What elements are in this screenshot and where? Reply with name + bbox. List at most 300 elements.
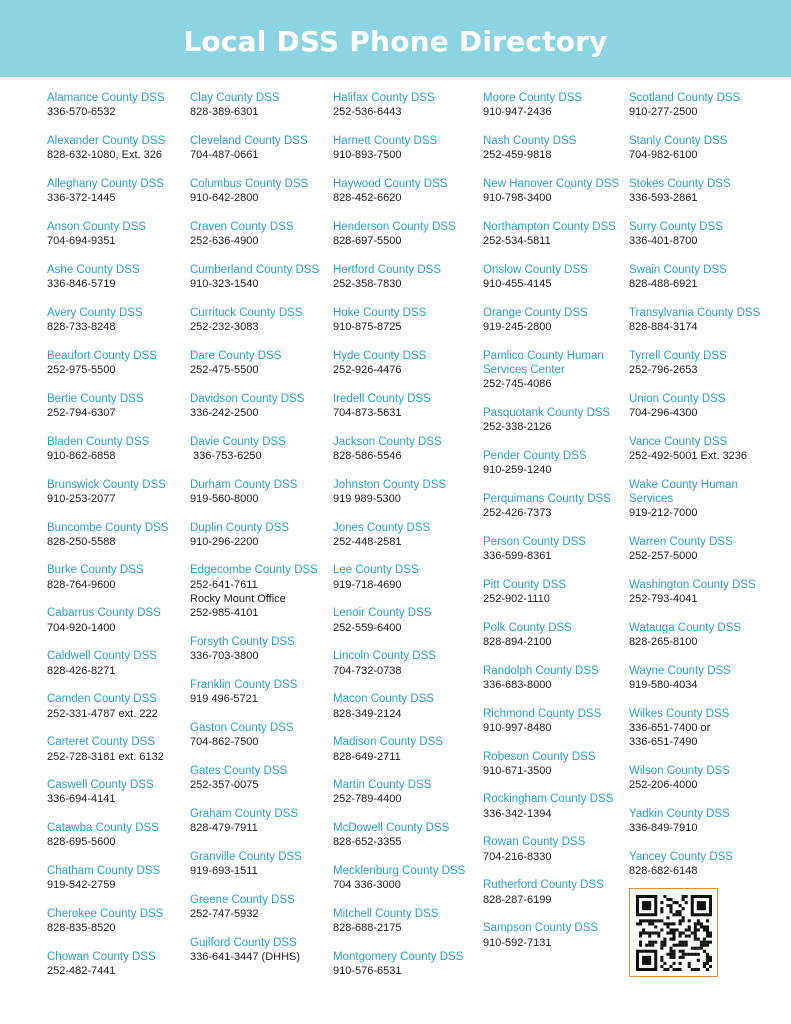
phone-number: 919-718-4690 xyxy=(333,578,402,591)
phone-number: 704-694-9351 xyxy=(47,235,116,248)
directory-column-5 xyxy=(629,91,769,893)
county-name-link[interactable]: Hyde County DSS xyxy=(333,349,427,362)
county-name-link[interactable]: Transylvania County DSS xyxy=(629,306,761,319)
directory-entry xyxy=(47,435,182,463)
phone-number: 336-849-7910 xyxy=(629,821,698,834)
county-name-link[interactable]: Currituck County DSS xyxy=(190,306,303,319)
directory-entry xyxy=(333,649,476,677)
phone-number: 919-245-2800 xyxy=(483,320,552,333)
county-name-link[interactable]: Avery County DSS xyxy=(47,306,143,319)
county-name-link[interactable]: Union County DSS xyxy=(629,392,726,405)
directory-entry xyxy=(629,764,769,792)
county-name-link[interactable]: Carteret County DSS xyxy=(47,736,156,749)
directory-entry xyxy=(47,349,182,377)
phone-number: 252-728-3181 ext. 6132 xyxy=(47,750,164,763)
directory-entry xyxy=(629,134,769,162)
phone-number: 919-560-8000 xyxy=(190,492,259,505)
phone-number: 910-997-8480 xyxy=(483,721,552,734)
county-name-link[interactable]: Chowan County DSS xyxy=(47,951,156,964)
phone-number: 252-534-5811 xyxy=(483,235,551,248)
phone-number: 252-459-9818 xyxy=(483,149,552,162)
county-name-link[interactable]: Greene County DSS xyxy=(190,893,295,906)
directory-column-2 xyxy=(190,91,326,978)
county-name-link[interactable]: Halifax County DSS xyxy=(333,92,435,104)
county-name-link[interactable]: Randolph County DSS xyxy=(483,664,599,677)
directory-entry xyxy=(190,721,326,749)
county-name-link[interactable]: Caldwell County DSS xyxy=(47,650,157,663)
phone-number: 252-426-7373 xyxy=(483,506,552,519)
phone-number: 910-576-6531 xyxy=(333,965,402,978)
directory-entry xyxy=(47,649,182,677)
phone-number: 252-636-4900 xyxy=(190,235,259,248)
county-name-link[interactable]: Alexander County DSS xyxy=(47,134,166,147)
county-name-link[interactable]: Burke County DSS xyxy=(47,564,144,577)
county-name-link[interactable]: Warren County DSS xyxy=(629,535,733,548)
county-name-link[interactable]: Mecklenburg County DSS xyxy=(333,865,466,878)
phone-number: 828-586-5546 xyxy=(333,449,402,462)
county-name-link[interactable]: Rockingham County DSS xyxy=(483,793,614,806)
phone-number: 910-875-8725 xyxy=(333,320,402,333)
county-name-link[interactable]: Bladen County DSS xyxy=(47,435,150,448)
phone-number: 828-349-2124 xyxy=(333,707,402,720)
directory-entry xyxy=(483,835,623,863)
county-name-link[interactable]: Yancey County DSS xyxy=(629,850,733,863)
county-name-link[interactable]: Ashe County DSS xyxy=(47,263,140,276)
phone-number: 252-331-4787 ext. 222 xyxy=(47,707,158,720)
qr-code[interactable] xyxy=(629,888,718,977)
directory-entry xyxy=(190,478,326,506)
directory-entry xyxy=(629,220,769,248)
county-name-link[interactable]: Wilkes County DSS xyxy=(629,707,730,720)
phone-number: 252-796-2653 xyxy=(629,363,698,376)
directory-entry xyxy=(333,864,476,892)
directory-entry xyxy=(190,91,326,119)
phone-number: 336-593-2861 xyxy=(629,192,698,205)
county-name-link[interactable]: Clay County DSS xyxy=(190,92,280,104)
directory-entry xyxy=(333,950,476,978)
county-name-link[interactable]: Macon County DSS xyxy=(333,693,434,706)
phone-number: 252-559-6400 xyxy=(333,621,402,634)
directory-entry xyxy=(190,635,326,663)
directory-entry xyxy=(190,220,326,248)
page-title: Local DSS Phone Directory xyxy=(183,25,608,58)
directory-entry xyxy=(333,177,476,205)
county-name-link[interactable]: Pender County DSS xyxy=(483,449,587,462)
directory-entry xyxy=(629,664,769,692)
directory-entry xyxy=(190,850,326,878)
phone-number: 919-693-1511 xyxy=(190,864,258,877)
directory-entry xyxy=(629,621,769,649)
county-name-link[interactable]: Tyrrell County DSS xyxy=(629,349,727,362)
phone-number: 336-753-6250 xyxy=(190,449,262,462)
directory-entry xyxy=(483,220,623,248)
county-name-link[interactable]: Martin County DSS xyxy=(333,779,432,792)
phone-number: 336-570-6532 xyxy=(47,106,116,119)
directory-entry xyxy=(483,921,623,949)
directory-entry xyxy=(483,263,623,291)
phone-number: 336-401-8700 xyxy=(629,235,698,248)
county-name-link[interactable]: Madison County DSS xyxy=(333,736,443,749)
directory-entry xyxy=(47,821,182,849)
county-name-link[interactable]: Johnston County DSS xyxy=(333,478,447,491)
directory-entry xyxy=(190,936,326,964)
county-name-link[interactable]: Franklin County DSS xyxy=(190,678,298,691)
phone-number: 336-651-7490 xyxy=(629,735,698,748)
directory-entry xyxy=(190,349,326,377)
county-name-link[interactable]: Haywood County DSS xyxy=(333,177,448,190)
directory-entry xyxy=(483,535,623,563)
directory-entry xyxy=(333,692,476,720)
phone-number: Rocky Mount Office xyxy=(190,592,286,605)
phone-number: 704-873-5631 xyxy=(333,406,402,419)
directory-entry xyxy=(483,349,623,392)
phone-number: 910-798-3400 xyxy=(483,192,552,205)
county-name-link[interactable]: Hoke County DSS xyxy=(333,306,427,319)
county-name-link[interactable]: Catawba County DSS xyxy=(47,822,159,835)
directory-entry xyxy=(190,306,326,334)
county-name-link[interactable]: Alleghany County DSS xyxy=(47,177,164,190)
directory-entry xyxy=(47,263,182,291)
county-name-link[interactable]: Caswell County DSS xyxy=(47,779,154,792)
header-banner xyxy=(0,0,791,77)
directory-entry xyxy=(333,606,476,634)
phone-number: 252-338-2126 xyxy=(483,421,552,434)
directory-entry xyxy=(629,707,769,750)
county-name-link[interactable]: Moore County DSS xyxy=(483,92,583,104)
directory-entry xyxy=(190,893,326,921)
directory-entry xyxy=(333,907,476,935)
county-name-link[interactable]: Granville County DSS xyxy=(190,850,302,863)
county-name-link[interactable]: Rowan County DSS xyxy=(483,836,586,849)
phone-number: 336-242-2500 xyxy=(190,406,259,419)
directory-entry xyxy=(47,563,182,591)
phone-number: 252-257-5000 xyxy=(629,549,698,562)
phone-number: 910-323-1540 xyxy=(190,278,259,291)
county-name-link[interactable]: Stanly County DSS xyxy=(629,134,728,147)
directory-entry xyxy=(629,535,769,563)
phone-number: 336-599-8361 xyxy=(483,549,552,562)
county-name-link[interactable]: Pitt County DSS xyxy=(483,578,567,591)
county-name-link[interactable]: Robeson County DSS xyxy=(483,750,596,763)
county-name-link[interactable]: Pamlico County Human Services Center xyxy=(483,349,604,376)
directory-entry xyxy=(483,750,623,778)
phone-number: 910-277-2500 xyxy=(629,106,698,119)
directory-entry xyxy=(190,392,326,420)
directory-entry xyxy=(47,134,182,162)
directory-entry xyxy=(483,306,623,334)
county-name-link[interactable]: Stokes County DSS xyxy=(629,177,731,190)
directory-entry xyxy=(333,134,476,162)
phone-number: 336-846-5719 xyxy=(47,278,116,291)
directory-entry xyxy=(333,306,476,334)
county-name-link[interactable]: Perquimans County DSS xyxy=(483,492,611,505)
phone-number: 336-372-1445 xyxy=(47,192,116,205)
phone-number: 828-682-6148 xyxy=(629,864,698,877)
county-name-link[interactable]: Craven County DSS xyxy=(190,220,294,233)
phone-number: 336-703-3800 xyxy=(190,650,259,663)
county-name-link[interactable]: Gaston County DSS xyxy=(190,721,294,734)
county-name-link[interactable]: Brunswick County DSS xyxy=(47,478,166,491)
directory-entry xyxy=(483,792,623,820)
directory-entry xyxy=(47,864,182,892)
directory-entry xyxy=(190,435,326,463)
directory-entry xyxy=(629,478,769,521)
county-name-link[interactable]: Onslow County DSS xyxy=(483,263,588,276)
phone-number: 252-794-6307 xyxy=(47,406,116,419)
county-name-link[interactable]: Pasquotank County DSS xyxy=(483,406,611,419)
directory-entry xyxy=(629,807,769,835)
directory-entry xyxy=(47,521,182,549)
directory-entry xyxy=(333,735,476,763)
phone-number: 252-793-4041 xyxy=(629,592,698,605)
phone-number: 910-259-1240 xyxy=(483,464,552,477)
phone-number: 252-747-5932 xyxy=(190,907,259,920)
directory-entry xyxy=(629,306,769,334)
county-name-link[interactable]: Wayne County DSS xyxy=(629,664,731,677)
directory-entry xyxy=(47,177,182,205)
directory-entry xyxy=(47,478,182,506)
directory-entry xyxy=(333,435,476,463)
phone-number: 828-835-8520 xyxy=(47,922,116,935)
directory-entry xyxy=(629,435,769,463)
county-name-link[interactable]: Sampson County DSS xyxy=(483,922,599,935)
directory-entry xyxy=(629,392,769,420)
phone-number: 828-884-3174 xyxy=(629,320,698,333)
phone-number: 828-479-7911 xyxy=(190,821,258,834)
directory-entry xyxy=(333,349,476,377)
phone-number: 252-475-5500 xyxy=(190,363,259,376)
directory-entry xyxy=(629,263,769,291)
county-name-link[interactable]: Lee County DSS xyxy=(333,564,419,577)
directory-entry xyxy=(47,220,182,248)
phone-number: 252-745-4086 xyxy=(483,378,552,391)
phone-number: 252-232-3083 xyxy=(190,320,259,333)
directory-column-3 xyxy=(333,91,476,993)
county-name-link[interactable]: Cumberland County DSS xyxy=(190,263,320,276)
county-name-link[interactable]: Cherokee County DSS xyxy=(47,908,164,921)
phone-number: 252-926-4476 xyxy=(333,363,402,376)
county-name-link[interactable]: Orange County DSS xyxy=(483,306,588,319)
county-name-link[interactable]: Buncombe County DSS xyxy=(47,521,169,534)
county-name-link[interactable]: Forsyth County DSS xyxy=(190,635,295,648)
county-name-link[interactable]: Alamance County DSS xyxy=(47,92,165,104)
directory-entry xyxy=(333,392,476,420)
directory-entry xyxy=(483,707,623,735)
phone-number: 910-671-3500 xyxy=(483,764,552,777)
county-name-link[interactable]: Rutherford County DSS xyxy=(483,879,604,892)
phone-number: 252-448-2581 xyxy=(333,535,402,548)
phone-number: 919 989-5300 xyxy=(333,492,401,505)
directory-entry xyxy=(333,521,476,549)
directory-entry xyxy=(190,563,326,620)
directory-entry xyxy=(629,850,769,878)
phone-number: 252-358-7830 xyxy=(333,278,402,291)
directory-entry xyxy=(483,134,623,162)
county-name-link[interactable]: Anson County DSS xyxy=(47,220,147,233)
phone-number: 252-985-4101 xyxy=(190,607,259,620)
phone-number: 919-212-7000 xyxy=(629,506,698,519)
phone-number: 336-641-3447 (DHHS) xyxy=(190,950,301,963)
phone-number: 336-683-8000 xyxy=(483,678,552,691)
phone-number: 910-253-2077 xyxy=(47,492,116,505)
county-name-link[interactable]: Scotland County DSS xyxy=(629,92,741,104)
directory-entry xyxy=(483,492,623,520)
county-name-link[interactable]: Surry County DSS xyxy=(629,220,723,233)
county-name-link[interactable]: Gates County DSS xyxy=(190,764,288,777)
directory-entry xyxy=(190,678,326,706)
directory-entry xyxy=(333,91,476,119)
directory-entry xyxy=(47,91,182,119)
phone-number: 828-250-5588 xyxy=(47,535,116,548)
directory-entry xyxy=(333,563,476,591)
phone-number: 336-694-4141 xyxy=(47,793,116,806)
directory-entry xyxy=(629,177,769,205)
directory-entry xyxy=(47,950,182,978)
county-name-link[interactable]: Nash County DSS xyxy=(483,134,577,147)
county-name-link[interactable]: Camden County DSS xyxy=(47,693,157,706)
directory-entry xyxy=(629,91,769,119)
phone-number: 828-488-6921 xyxy=(629,278,698,291)
county-name-link[interactable]: Jones County DSS xyxy=(333,521,431,534)
phone-number: 919-580-4034 xyxy=(629,678,698,691)
county-name-link[interactable]: Lenoir County DSS xyxy=(333,607,432,620)
phone-number: 919-542-2759 xyxy=(47,879,116,892)
county-name-link[interactable]: Iredell County DSS xyxy=(333,392,431,405)
phone-number: 828-652-3355 xyxy=(333,836,402,849)
directory-entry xyxy=(483,621,623,649)
phone-number: 252-536-6443 xyxy=(333,106,402,119)
phone-number: 828-649-2711 xyxy=(333,750,401,763)
county-name-link[interactable]: Cabarrus County DSS xyxy=(47,607,161,620)
phone-number: 828-452-6620 xyxy=(333,192,402,205)
phone-number: 910-455-4145 xyxy=(483,278,552,291)
county-name-link[interactable]: Bertie County DSS xyxy=(47,392,144,405)
directory-entry xyxy=(190,263,326,291)
county-name-link[interactable]: Duplin County DSS xyxy=(190,521,290,534)
phone-number: 704-862-7500 xyxy=(190,735,259,748)
directory-entry xyxy=(483,177,623,205)
county-name-link[interactable]: Richmond County DSS xyxy=(483,707,602,720)
county-name-link[interactable]: Mitchell County DSS xyxy=(333,908,439,921)
phone-number: 910-862-6858 xyxy=(47,449,116,462)
directory-entry xyxy=(190,134,326,162)
county-name-link[interactable]: Vance County DSS xyxy=(629,435,728,448)
county-name-link[interactable]: Watauga County DSS xyxy=(629,621,742,634)
phone-number: 828-426-8271 xyxy=(47,664,116,677)
phone-number: 252-492-5001 Ext. 3236 xyxy=(629,449,748,462)
county-name-link[interactable]: Edgecombe County DSS xyxy=(190,564,318,577)
directory-entry xyxy=(47,606,182,634)
county-name-link[interactable]: New Hanover County DSS xyxy=(483,177,620,190)
county-name-link[interactable]: Guilford County DSS xyxy=(190,936,297,949)
county-name-link[interactable]: Swain County DSS xyxy=(629,263,727,276)
phone-number: 828-632-1080, Ext. 326 xyxy=(47,149,162,162)
county-name-link[interactable]: Davidson County DSS xyxy=(190,392,305,405)
county-name-link[interactable]: Harnett County DSS xyxy=(333,134,438,147)
directory-entry xyxy=(629,349,769,377)
directory-column-4 xyxy=(483,91,623,964)
phone-number: 336-342-1394 xyxy=(483,807,552,820)
directory-entry xyxy=(483,91,623,119)
county-name-link[interactable]: Wilson County DSS xyxy=(629,764,730,777)
phone-number: 252-357-0075 xyxy=(190,778,259,791)
phone-number: 910-296-2200 xyxy=(190,535,259,548)
directory-entry xyxy=(333,478,476,506)
phone-number: 828-688-2175 xyxy=(333,922,402,935)
directory-entry xyxy=(190,764,326,792)
directory-entry xyxy=(333,821,476,849)
county-name-link[interactable]: Polk County DSS xyxy=(483,621,572,634)
directory-entry xyxy=(190,177,326,205)
directory-entry xyxy=(333,220,476,248)
phone-number: 828-287-6199 xyxy=(483,893,552,906)
phone-number: 704-982-6100 xyxy=(629,149,698,162)
phone-number: 704-732-0738 xyxy=(333,664,402,677)
directory-entry xyxy=(483,406,623,434)
county-name-link[interactable]: Davie County DSS xyxy=(190,435,286,448)
county-name-link[interactable]: Cleveland County DSS xyxy=(190,134,308,147)
directory-entry xyxy=(333,778,476,806)
directory-column-1 xyxy=(47,91,182,993)
directory-entry xyxy=(629,578,769,606)
directory-entry xyxy=(483,878,623,906)
phone-number: 828-697-5500 xyxy=(333,235,402,248)
phone-number: 704-487-0661 xyxy=(190,149,259,162)
phone-number: 704-920-1400 xyxy=(47,621,116,634)
phone-number: 828-389-6301 xyxy=(190,106,259,119)
county-name-link[interactable]: McDowell County DSS xyxy=(333,822,450,835)
phone-number: 252-641-7611 xyxy=(190,578,258,591)
county-name-link[interactable]: Lincoln County DSS xyxy=(333,650,436,663)
phone-number: 828-265-8100 xyxy=(629,635,698,648)
county-name-link[interactable]: Washington County DSS xyxy=(629,578,756,591)
county-name-link[interactable]: Columbus County DSS xyxy=(190,177,309,190)
directory-entry xyxy=(47,692,182,720)
phone-number: 252-206-4000 xyxy=(629,778,698,791)
directory-entry xyxy=(483,578,623,606)
county-name-link[interactable]: Dare County DSS xyxy=(190,349,282,362)
phone-number: 910-947-2436 xyxy=(483,106,552,119)
county-name-link[interactable]: Wake County Human Services xyxy=(629,478,738,505)
phone-number: 910-592-7131 xyxy=(483,936,552,949)
phone-number: 910-642-2800 xyxy=(190,192,259,205)
county-name-link[interactable]: Chatham County DSS xyxy=(47,865,161,878)
phone-number: 704-216-8330 xyxy=(483,850,552,863)
phone-number: 828-695-5600 xyxy=(47,836,116,849)
county-name-link[interactable]: Graham County DSS xyxy=(190,807,299,820)
county-name-link[interactable]: Montgomery County DSS xyxy=(333,951,464,964)
phone-number: 910-893-7500 xyxy=(333,149,402,162)
phone-number: 252-482-7441 xyxy=(47,965,116,978)
phone-number: 252-789-4400 xyxy=(333,793,402,806)
directory-entry xyxy=(190,521,326,549)
county-name-link[interactable]: Yadkin County DSS xyxy=(629,807,730,820)
directory-entry xyxy=(483,664,623,692)
county-name-link[interactable]: Hertford County DSS xyxy=(333,263,442,276)
county-name-link[interactable]: Beaufort County DSS xyxy=(47,349,157,362)
county-name-link[interactable]: Henderson County DSS xyxy=(333,220,456,233)
phone-number: 828-764-9600 xyxy=(47,578,116,591)
directory-entry xyxy=(333,263,476,291)
county-name-link[interactable]: Jackson County DSS xyxy=(333,435,442,448)
county-name-link[interactable]: Durham County DSS xyxy=(190,478,298,491)
county-name-link[interactable]: Person County DSS xyxy=(483,535,586,548)
phone-number: 336-651-7400 or xyxy=(629,721,711,734)
directory-entry xyxy=(190,807,326,835)
county-name-link[interactable]: Northampton County DSS xyxy=(483,220,616,233)
qr-code-icon xyxy=(636,895,712,971)
directory-entry xyxy=(47,306,182,334)
